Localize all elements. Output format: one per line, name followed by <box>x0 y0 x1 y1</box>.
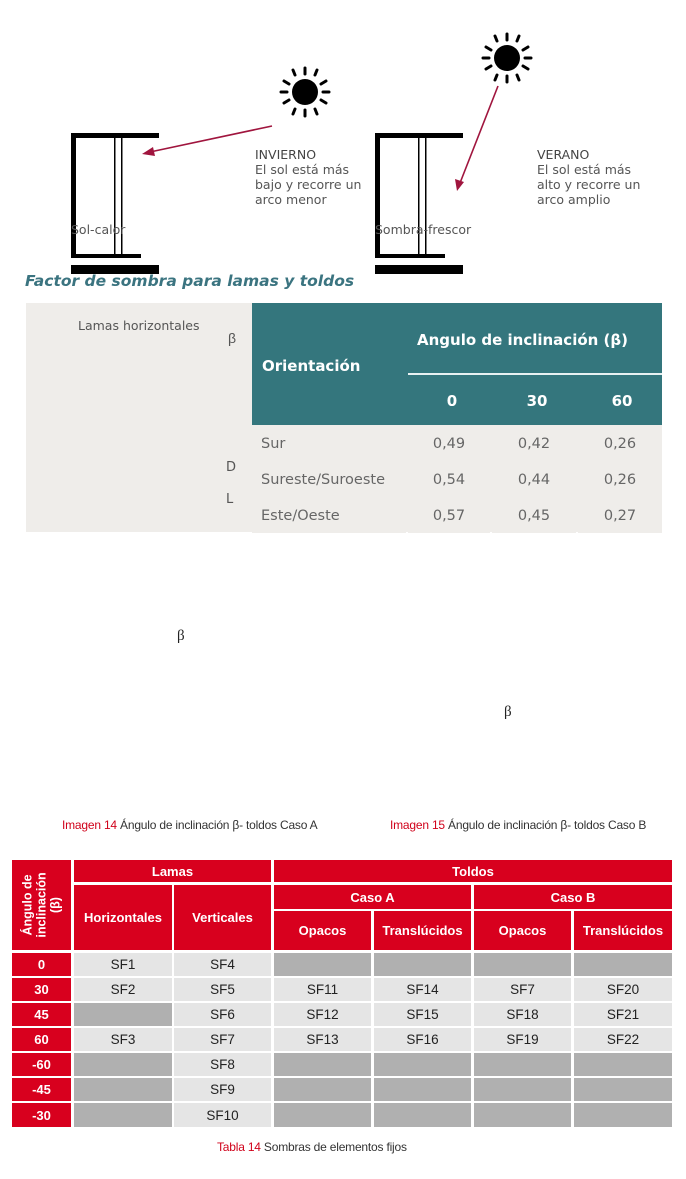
header-line: inclinación <box>34 872 49 938</box>
value-cell: 0,54 <box>408 463 490 497</box>
data-cell: SF15 <box>374 1003 471 1026</box>
angle-col: 60 <box>611 392 633 410</box>
data-cell: SF8 <box>174 1053 271 1076</box>
caption-number: Tabla 14 <box>217 1140 261 1154</box>
summer-line: alto y recorre un <box>537 177 641 192</box>
beta-label-a: β <box>177 628 185 644</box>
data-cell: SF9 <box>174 1078 271 1101</box>
empty-cell <box>474 1053 571 1076</box>
data-cell: SF11 <box>274 978 371 1001</box>
empty-cell <box>574 1103 672 1127</box>
data-cell: SF14 <box>374 978 471 1001</box>
data-cell: SF2 <box>74 978 172 1001</box>
data-cell: SF12 <box>274 1003 371 1026</box>
empty-cell <box>274 953 371 976</box>
diagram-label: Lamas horizontales <box>78 318 200 333</box>
value-cell: 0,26 <box>578 463 662 497</box>
angle-header-text <box>21 872 63 937</box>
angle-cell: -30 <box>12 1103 71 1127</box>
winter-line: arco menor <box>255 192 327 207</box>
data-cell: SF3 <box>74 1028 172 1051</box>
col-header: Verticales <box>174 885 271 950</box>
value-cell: 0,26 <box>578 427 662 461</box>
data-cell: SF7 <box>174 1028 271 1051</box>
empty-cell <box>374 1103 471 1127</box>
data-cell: SF20 <box>574 978 672 1001</box>
beta-symbol: β <box>228 330 237 346</box>
angle-cell: 60 <box>12 1028 71 1051</box>
empty-cell <box>274 1103 371 1127</box>
value-cell: 0,42 <box>492 427 576 461</box>
orientation-cell: Este/Oeste <box>252 499 406 533</box>
caption-number: Imagen 14 <box>62 818 117 832</box>
data-cell: SF7 <box>474 978 571 1001</box>
empty-cell <box>74 1053 172 1076</box>
empty-cell <box>374 1053 471 1076</box>
empty-cell <box>274 1078 371 1101</box>
value-cell: 0,49 <box>408 427 490 461</box>
angle-col: 0 <box>446 392 458 410</box>
data-cell: SF4 <box>174 953 271 976</box>
d-symbol: D <box>226 460 237 475</box>
data-cell: SF22 <box>574 1028 672 1051</box>
data-cell: SF5 <box>174 978 271 1001</box>
data-cell: SF13 <box>274 1028 371 1051</box>
data-cell: SF6 <box>174 1003 271 1026</box>
col-header: Horizontales <box>74 885 172 950</box>
l-symbol: L <box>226 492 234 507</box>
col-header: Opacos <box>274 911 371 950</box>
winter-house-label: Sol-calor <box>71 222 126 237</box>
beta-label-b: β <box>504 704 512 720</box>
caso-b-header: Caso B <box>474 885 672 909</box>
header-line: Ángulo de <box>20 874 35 936</box>
angle-cell: -45 <box>12 1078 71 1101</box>
caption-text: Ángulo de inclinación β- toldos Caso A <box>116 818 318 832</box>
data-cell: SF18 <box>474 1003 571 1026</box>
empty-cell <box>74 1078 172 1101</box>
col-header: Translúcidos <box>574 911 672 950</box>
empty-cell <box>574 1078 672 1101</box>
col-header: Translúcidos <box>374 911 471 950</box>
empty-cell <box>274 1053 371 1076</box>
value-cell: 0,57 <box>408 499 490 533</box>
empty-cell <box>574 953 672 976</box>
section-title: Factor de sombra para lamas y toldos <box>25 272 355 290</box>
data-cell: SF19 <box>474 1028 571 1051</box>
winter-line: bajo y recorre un <box>255 177 362 192</box>
empty-cell <box>474 1103 571 1127</box>
table-caption <box>217 1140 407 1154</box>
data-cell: SF1 <box>74 953 172 976</box>
empty-cell <box>574 1053 672 1076</box>
data-cell: SF16 <box>374 1028 471 1051</box>
empty-cell <box>474 1078 571 1101</box>
angle-header-cell <box>12 860 71 950</box>
value-cell: 0,44 <box>492 463 576 497</box>
angle-cell: -60 <box>12 1053 71 1076</box>
orientation-cell: Sureste/Suroeste <box>252 463 406 497</box>
data-cell: SF10 <box>174 1103 271 1127</box>
summer-line: arco amplio <box>537 192 611 207</box>
summer-house-label: Sombra-frescor <box>375 222 472 237</box>
toldos-header: Toldos <box>274 860 672 882</box>
empty-cell <box>74 1103 172 1127</box>
value-cell: 0,27 <box>578 499 662 533</box>
angle-cell: 45 <box>12 1003 71 1026</box>
header-line: (β) <box>48 897 63 913</box>
angle-col: 30 <box>526 392 548 410</box>
summer-title: VERANO <box>537 147 590 162</box>
empty-cell <box>74 1003 172 1026</box>
value-cell: 0,45 <box>492 499 576 533</box>
empty-cell <box>374 953 471 976</box>
data-cell: SF21 <box>574 1003 672 1026</box>
winter-title: INVIERNO <box>255 147 317 162</box>
caption-text: Ángulo de inclinación β- toldos Caso B <box>444 818 647 832</box>
empty-cell <box>474 953 571 976</box>
caso-a-header: Caso A <box>274 885 471 909</box>
orientation-cell: Sur <box>252 427 406 461</box>
caption-number: Imagen 15 <box>390 818 445 832</box>
caption-text: Sombras de elementos fijos <box>260 1140 407 1154</box>
angle-cell: 0 <box>12 953 71 976</box>
col-header: Opacos <box>474 911 571 950</box>
winter-line: El sol está más <box>255 162 350 177</box>
angle-cell: 30 <box>12 978 71 1001</box>
summer-line: El sol está más <box>537 162 632 177</box>
empty-cell <box>374 1078 471 1101</box>
orientation-header: Orientación <box>262 357 361 375</box>
lamas-header: Lamas <box>74 860 271 882</box>
angle-header: Angulo de inclinación (β) <box>417 331 628 349</box>
